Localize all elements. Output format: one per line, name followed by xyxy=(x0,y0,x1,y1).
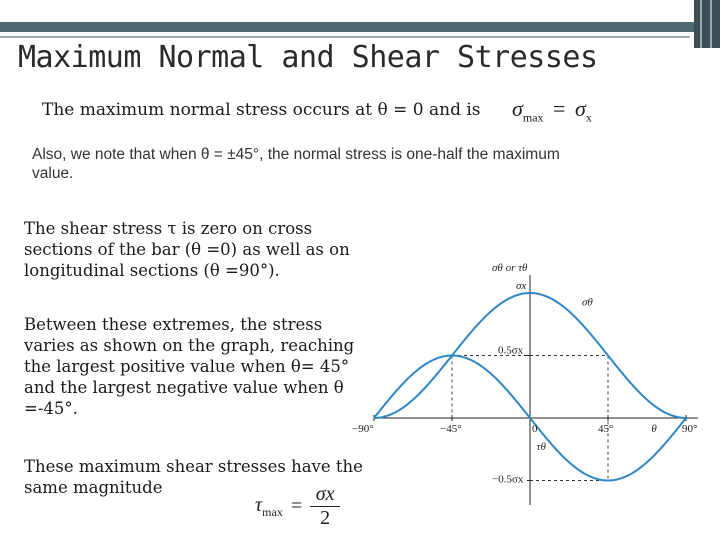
shear-zero-paragraph: The shear stress τ is zero on cross sections of the bar (θ =0) as well as on longitudinal sections (θ =90°). xyxy=(24,219,350,280)
x-tick-label: 0 xyxy=(532,423,538,435)
x-axis-label: θ xyxy=(651,423,657,435)
half-max-note: Also, we note that when θ = ±45°, the normal stress is one-half the maximum value. xyxy=(32,146,560,182)
max-normal-stress-text: The maximum normal stress occurs at θ = 0 and is xyxy=(42,100,481,120)
x-tick-label: 45° xyxy=(598,423,614,435)
y-tick-label: σx xyxy=(516,280,527,292)
stress-vs-angle-chart xyxy=(352,255,703,510)
chart-labels xyxy=(352,262,697,486)
y-tick-label: −0.5σx xyxy=(492,473,524,486)
x-tick-label: 90° xyxy=(682,423,698,435)
y-axis-label: σθ or τθ xyxy=(492,262,528,274)
shear-magnitude-paragraph: These maximum shear stresses have the same magnitude xyxy=(24,457,363,497)
series-label-tau: τθ xyxy=(536,441,546,453)
y-tick-label: 0.5σx xyxy=(498,344,524,357)
x-tick-label: −45° xyxy=(440,423,462,435)
shear-extremes-paragraph: Between these extremes, the stress varies as shown on the graph, reaching the largest positive value when θ= 45° and the largest negative value when θ =-45°. xyxy=(24,315,355,418)
max-shear-stress-formula: $\tau_{max}$ = $\frac{\sigma x}{2}$ xyxy=(255,483,340,530)
max-normal-stress-formula: $\sigma_{max} = \sigma_x$ xyxy=(512,96,592,125)
series-label-sigma: σθ xyxy=(582,296,593,309)
slide-title: Maximum Normal and Shear Stresses xyxy=(18,40,598,75)
x-tick-label: −90° xyxy=(352,423,374,435)
